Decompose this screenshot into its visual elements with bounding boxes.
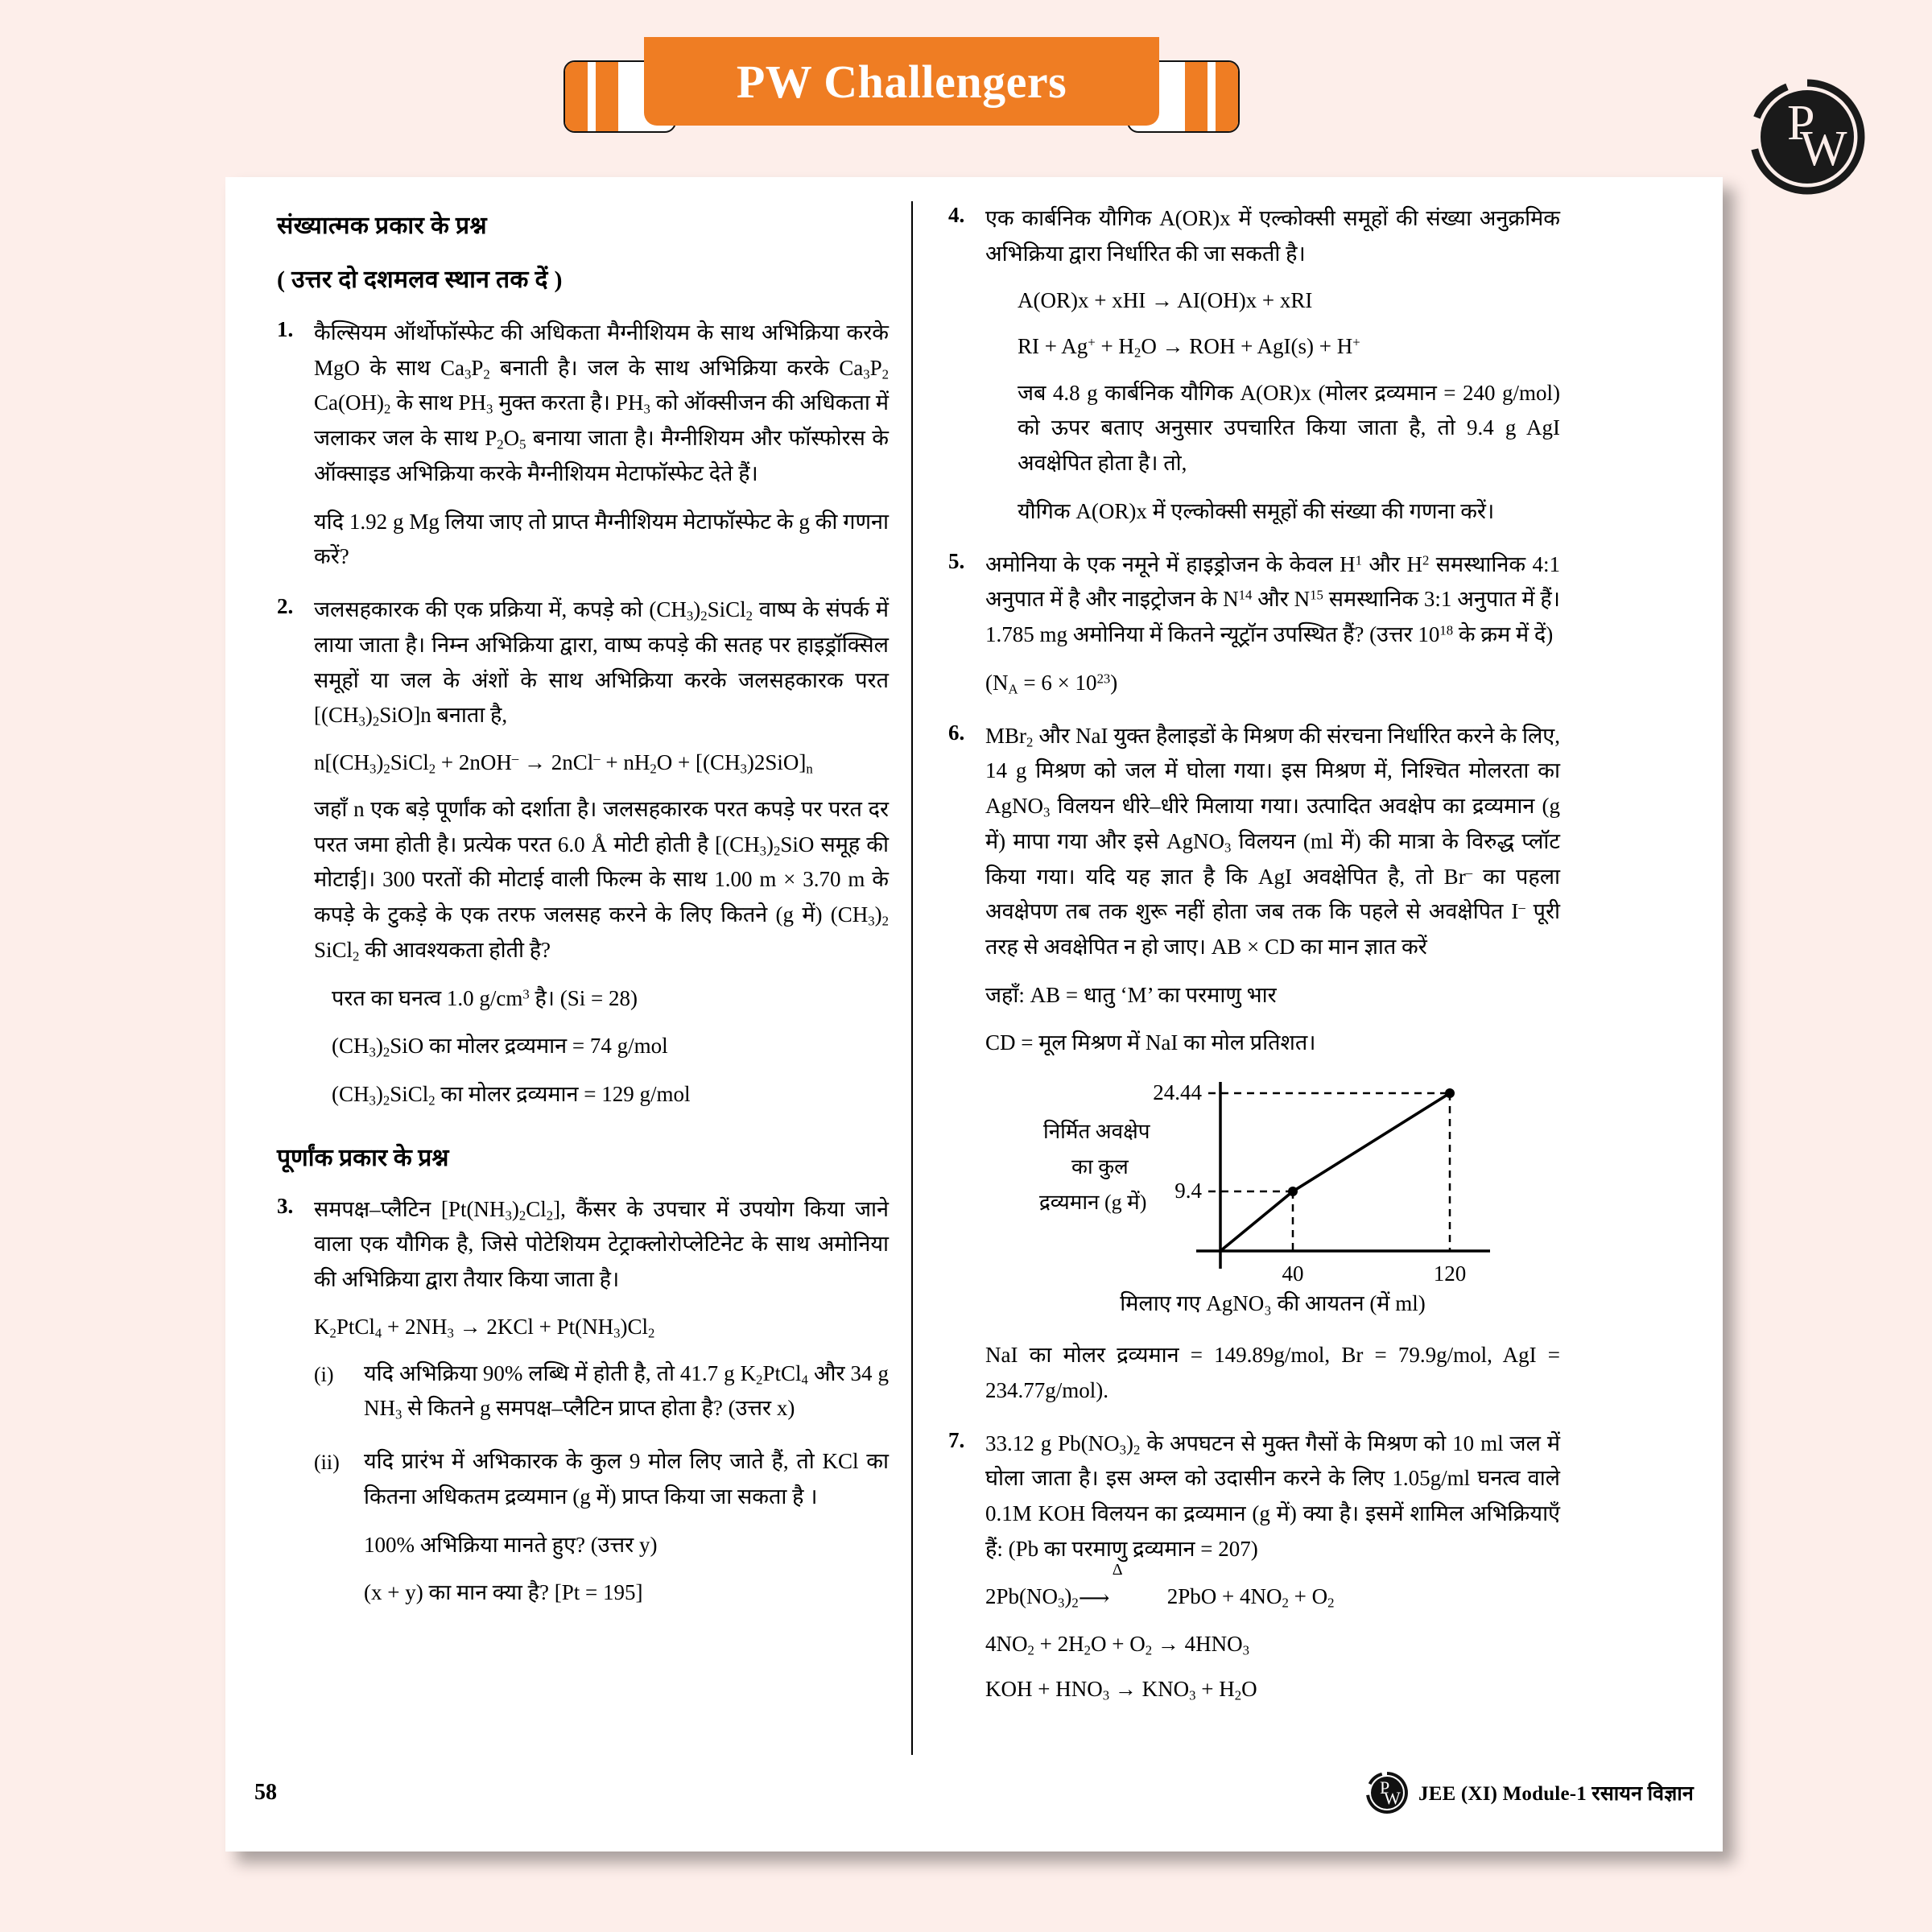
q1-frag: O (503, 426, 520, 451)
q3-frag: ) (511, 1196, 519, 1221)
q1-frag: को ऑक्सीजन की अधिकता में जलाकर जल के साथ P (314, 390, 889, 451)
question-6-text (985, 719, 1560, 965)
q7-sub: 2 (1133, 1442, 1141, 1458)
q2-sup: 3 (522, 985, 530, 1001)
eq-frag: + 2NH (382, 1314, 448, 1339)
q6-sub: 2 (1026, 734, 1034, 750)
q6-frag: MBr (985, 723, 1027, 748)
q2-frag: ) (874, 902, 882, 927)
q6-frag: और NaI युक्त हैलाइडों के मिश्रण की संरचना निर्धारित करने के लिए, 14 g मिश्रण को जल में घोला गया। इस मिश्रण में, निश्चित मोलरता का AgNO (985, 723, 1560, 819)
q5-frag: समस्थानिक 3:1 अनुपात में हैं। 1.785 mg अमोनिया में कितने न्यूट्रॉन उपस्थित हैं? (उत्तर 10 (985, 587, 1560, 647)
q1-sub: 3 (643, 402, 650, 418)
footer-title: JEE (XI) Module-1 रसायन विज्ञान (1418, 1783, 1694, 1805)
eq-frag: → 2nCl (518, 750, 594, 775)
eq-frag: n[(CH (314, 750, 369, 775)
eq-sub: 2 (1027, 1642, 1034, 1658)
q5-frag: के क्रम में दें) (1453, 622, 1554, 647)
question-7-equation-1 (985, 1561, 1560, 1615)
q1-sub: 2 (497, 436, 504, 452)
q1-frag: मुक्त करता है। PH (493, 390, 644, 415)
eq-sub: 3 (447, 1325, 454, 1341)
q5-frag: समस्थानिक 4:1 अनुपात में है और नाइट्रोजन के N (985, 551, 1560, 612)
eq-frag: 2PbO + 4NO (1166, 1583, 1282, 1608)
q1-sub: 5 (519, 436, 526, 452)
question-4-given: जब 4.8 g कार्बनिक यौगिक A(OR)x (मोलर द्रव्यमान = 240 g/mol) को ऊपर बताए अनुसार उपचारित किया जाता है, तो 9.4 g AgI अवक्षेपित होता है। तो, (1018, 380, 1560, 476)
eq-sub: 3 (1189, 1688, 1196, 1704)
q2-sub: 3 (369, 1092, 376, 1108)
part-ii-text: यदि प्रारंभ में अभिकारक के कुल 9 मोल लिए जाते हैं, तो KCl का कितना अधिकतम द्रव्यमान (g में) प्राप्त किया जा सकता है । (364, 1449, 889, 1509)
question-4-equation-2 (985, 330, 1560, 363)
eq-sup: – (593, 750, 601, 766)
q1-sub: 3 (863, 366, 870, 382)
pw-logo (1747, 76, 1868, 197)
q2-sub: 2 (353, 948, 360, 964)
q6-sub: 3 (1224, 840, 1232, 856)
eq-sub: 2 (383, 761, 390, 777)
eq-sub: 3 (369, 761, 377, 777)
section-heading-integer: पूर्णांक प्रकार के प्रश्न (277, 1144, 449, 1171)
svg-text:P: P (1380, 1777, 1390, 1798)
delta-symbol: Δ (1112, 1561, 1123, 1579)
question-2-detail (314, 792, 889, 968)
header-banner (564, 36, 1240, 133)
q2-sub: 3 (759, 843, 767, 859)
question-3-equation (314, 1311, 889, 1344)
page-number: 58 (254, 1780, 277, 1805)
q2-frag: SiCl (314, 937, 353, 962)
q3-frag: यदि अभिक्रिया 90% लब्धि में होती है, तो 41.7 g K (364, 1360, 757, 1385)
heat-arrow: Δ ⟶ (1079, 1582, 1167, 1615)
q5-frag: और H (1362, 551, 1422, 576)
part-ii-assume: 100% अभिक्रिया मानते हुए? (उत्तर y) (364, 1532, 658, 1557)
eq-sub: 3 (1102, 1688, 1110, 1704)
q5-sub: A (1008, 681, 1018, 697)
q3-sub: 3 (395, 1407, 402, 1423)
q6-frag: पूरी तरह से अवक्षेपित न हो जाए। AB × CD का मान ज्ञात करें (985, 899, 1561, 960)
part-ii-ask: (x + y) का मान क्या है? [Pt = 195] (364, 1580, 643, 1605)
ribbon-bar (1185, 62, 1208, 131)
eq-frag: + H (1095, 333, 1134, 358)
eq-frag: O (1241, 1677, 1257, 1702)
svg-text:का कुल: का कुल (1071, 1155, 1129, 1179)
eq-frag: ) (376, 750, 384, 775)
part-label: (i) (314, 1362, 334, 1386)
q2-frag: ) (693, 597, 701, 622)
eq-frag: )Cl (620, 1314, 649, 1339)
q2-frag: परत का घनत्व 1.0 g/cm (332, 985, 523, 1010)
question-3 (277, 1192, 889, 1629)
q1-sub: 2 (881, 366, 889, 382)
eq-frag: → KNO (1109, 1677, 1190, 1702)
q2-frag: (CH (332, 1034, 369, 1059)
eq-frag: + nH (600, 750, 650, 775)
eq-sub: 2 (648, 1325, 655, 1341)
eq-sub: 2 (1133, 345, 1141, 361)
q1-frag: के साथ PH (390, 390, 486, 415)
question-3-part-i (314, 1356, 889, 1426)
q3-sub: 2 (756, 1372, 763, 1388)
q3-frag: PtCl (762, 1360, 802, 1385)
eq-frag: + O (1288, 1583, 1328, 1608)
question-4-text: एक कार्बनिक यौगिक A(OR)x में एल्कोक्सी समूहों की संख्या अनुक्रमिक अभिक्रिया द्वारा निर्धारित की जा सकती है। (985, 206, 1560, 266)
eq-sup: + (1352, 334, 1360, 350)
question-number: 5. (948, 548, 965, 573)
eq-sub: 3 (1058, 1595, 1065, 1611)
eq-frag: → 4HNO (1152, 1631, 1243, 1656)
question-7 (948, 1426, 1560, 1719)
question-5-text (985, 547, 1560, 653)
q5-sup: 14 (1238, 587, 1253, 603)
eq-sub: 3 (1242, 1642, 1249, 1658)
eq-frag: ) (1064, 1583, 1072, 1608)
q3-frag: समपक्ष–प्लैटिन [Pt(NH (314, 1196, 506, 1221)
q7-sub: 3 (1119, 1442, 1127, 1458)
eq-frag: → 2KCl + Pt(NH (453, 1314, 614, 1339)
q2-sub: 2 (428, 1092, 436, 1108)
question-4-equation-1: A(OR)x + xHI → AI(OH)x + xRI (1018, 288, 1313, 313)
question-number: 1. (277, 317, 294, 341)
ribbon-bar (1216, 62, 1238, 131)
eq-frag: + H (1195, 1677, 1235, 1702)
question-7-equation-3 (985, 1673, 1560, 1706)
ribbon-bar (596, 62, 618, 131)
page-sheet (225, 177, 1723, 1852)
q6-frag: का पहला अवक्षेपण तब तक शुरू नहीं होता जब तक कि पहले से अवक्षेपित I (985, 864, 1560, 924)
q5-frag: ) (1110, 670, 1118, 695)
q2-frag: ) (766, 832, 774, 857)
eq-sub: 2 (1327, 1595, 1335, 1611)
svg-text:24.44: 24.44 (1153, 1080, 1202, 1105)
eq-sub: n (806, 761, 813, 777)
eq-frag: + 2nOH (436, 750, 512, 775)
eq-sub: 2 (428, 761, 436, 777)
q2-frag: SiO का मोलर द्रव्यमान = 74 g/mol (390, 1034, 668, 1059)
q3-frag: और 34 g NH (364, 1360, 889, 1421)
q2-frag: ) (375, 1081, 383, 1106)
page-footer (254, 1771, 1694, 1814)
question-4 (948, 201, 1560, 530)
section-subheading-decimal: ( उत्तर दो दशमलव स्थान तक दें ) (277, 266, 563, 293)
svg-text:मिलाए गए AgNO₃ की आयतन (में ml: मिलाए गए AgNO₃ की आयतन (में ml) (1120, 1291, 1426, 1316)
eq-sub: 2 (1234, 1688, 1242, 1704)
eq-sub: 2 (1282, 1595, 1289, 1611)
q2-frag: SiO]n बनाता है, (379, 703, 508, 728)
precipitate-chart (985, 1075, 1560, 1317)
q2-sub: 2 (745, 608, 753, 624)
q1-frag: P (471, 355, 484, 380)
q3-frag: ], कैंसर के उपचार में उपयोग किया जाने वाला एक यौगिक है, जिसे पोटेशियम टेट्राक्लोरोप्लेटिनेट के साथ अमोनिया की अभिक्रिया द्वारा तैयार किया जाता है। (314, 1196, 889, 1292)
two-column-body (254, 201, 1694, 1755)
q1-frag: बनाया जाता है। मैग्नीशियम और फॉस्फोरस के ऑक्साइड अभिक्रिया करके मैग्नीशियम मेटाफॉस्फेट देते हैं। (314, 426, 890, 485)
q2-frag: का मोलर द्रव्यमान = 129 g/mol (435, 1081, 691, 1106)
svg-text:120: 120 (1433, 1261, 1467, 1286)
svg-text:निर्मित अवक्षेप: निर्मित अवक्षेप (1043, 1120, 1150, 1144)
section-heading-numerical: संख्यात्मक प्रकार के प्रश्न (277, 213, 487, 239)
q3-sub: 4 (801, 1372, 808, 1388)
q2-frag: SiO समूह की मोटाई]। 300 परतों की मोटाई वाली फिल्म के साथ 1.00 m × 3.70 m के कपड़े के टुकड़े के एक तरफ जलसह करने के लिए कितने (g में) (CH (314, 832, 889, 927)
q5-frag: (N (985, 670, 1009, 695)
left-column (254, 201, 913, 1755)
eq-frag: RI + Ag (1018, 333, 1088, 358)
eq-sub: 2 (1145, 1642, 1153, 1658)
svg-text:W: W (1384, 1788, 1401, 1808)
question-number: 7. (948, 1427, 965, 1452)
q6-frag: विलयन धीरे–धीरे मिलाया गया। उत्पादित अवक्षेप का द्रव्यमान (g में) मापा गया और इसे AgNO (985, 794, 1560, 853)
svg-text:द्रव्यमान (g में): द्रव्यमान (g में) (1039, 1191, 1147, 1215)
q3-frag: Cl (526, 1196, 547, 1221)
q2-frag: SiCl (390, 1081, 429, 1106)
eq-frag: PtCl (336, 1314, 375, 1339)
eq-frag: )2SiO] (746, 750, 807, 775)
question-4-ask: यौगिक A(OR)x में एल्कोक्सी समूहों की संख्या की गणना करें। (1018, 498, 1495, 523)
eq-sub: 2 (650, 761, 657, 777)
svg-text:40: 40 (1282, 1261, 1304, 1286)
question-2-density (314, 981, 889, 1017)
eq-frag: 4NO (985, 1631, 1028, 1656)
question-number: 6. (948, 720, 965, 745)
eq-sub: 2 (1084, 1642, 1091, 1658)
ribbon-bar (565, 62, 588, 131)
q1-frag: P (869, 355, 882, 380)
q3-sub: 3 (505, 1208, 512, 1224)
question-6-cd: CD = मूल मिश्रण में NaI का मोल प्रतिशत। (985, 1030, 1316, 1055)
q3-sub: 2 (546, 1208, 554, 1224)
eq-sub: 4 (374, 1325, 382, 1341)
question-number: 3. (277, 1193, 294, 1218)
q2-sub: 2 (774, 843, 781, 859)
eq-frag: + 2H (1034, 1631, 1084, 1656)
q5-sup: 15 (1310, 587, 1323, 603)
q5-frag: और N (1252, 587, 1311, 612)
q2-sub: 2 (382, 1092, 390, 1108)
q5-frag: = 6 × 10 (1018, 670, 1097, 695)
q1-sub: 2 (383, 402, 391, 418)
eq-sub: 2 (329, 1325, 336, 1341)
question-1-ask: यदि 1.92 g Mg लिया जाए तो प्राप्त मैग्नीशियम मेटाफॉस्फेट के g की गणना करें? (314, 509, 889, 569)
question-6-data: NaI का मोलर द्रव्यमान = 149.89g/mol, Br = 79.9g/mol, AgI = 234.77g/mol). (985, 1343, 1560, 1402)
eq-sub: 2 (1071, 1595, 1079, 1611)
q2-frag: है। (Si = 28) (529, 985, 638, 1010)
q5-sup: 2 (1422, 551, 1430, 568)
q2-sub: 2 (881, 913, 889, 929)
question-5-avogadro (985, 666, 1560, 701)
banner-bar (644, 37, 1159, 126)
q2-frag: ) (375, 1034, 383, 1059)
q2-frag: जहाँ n एक बड़े पूर्णांक को दर्शाता है। जलसहकारक परत कपड़े पर परत दर परत जमा होती है। प्रत्येक परत 6.0 Å मोटी होती है [(CH (314, 796, 889, 857)
eq-sub: 3 (613, 1325, 621, 1341)
question-3-part-ii (314, 1444, 889, 1611)
q2-frag: ) (365, 703, 373, 728)
eq-sup: + (1088, 334, 1096, 350)
q2-frag: जलसहकारक की एक प्रक्रिया में, कपड़े को (CH (314, 597, 687, 622)
q5-frag: अमोनिया के एक नमूने में हाइड्रोजन के केवल H (985, 551, 1356, 576)
q2-sub: 3 (686, 608, 694, 624)
eq-frag: O + [(CH (656, 750, 741, 775)
q2-sub: 3 (868, 913, 875, 929)
eq-sub: 3 (740, 761, 747, 777)
q2-frag: SiCl (707, 597, 746, 622)
q5-sup: 1 (1355, 551, 1362, 568)
q5-sup: 23 (1096, 671, 1111, 687)
q2-frag: (CH (332, 1081, 369, 1106)
banner-title: PW Challengers (736, 55, 1067, 108)
right-column (913, 201, 1583, 1755)
question-number: 2. (277, 594, 294, 619)
q7-frag: के अपघटन से मुक्त गैसों के मिश्रण को 10 ml जल में घोला जाता है। इस अम्ल को उदासीन करने के लिए 1.05g/ml घनत्व वाले 0.1M KOH विलयन का द्रव्यमान (g में) क्या है। इसमें शामिल अभिक्रियाएँ हैं: (Pb का परमाणु द्रव्यमान = 207) (985, 1430, 1560, 1561)
q5-sup: 18 (1439, 622, 1454, 638)
question-7-equation-2 (985, 1628, 1560, 1661)
q7-frag: ) (1126, 1430, 1134, 1455)
eq-frag: 2Pb(NO (985, 1583, 1059, 1608)
q2-sub: 2 (700, 608, 708, 624)
question-1 (277, 316, 889, 575)
question-2-molar-1 (314, 1029, 889, 1064)
question-2-equation (314, 746, 889, 779)
q6-sup: – (1518, 899, 1525, 915)
q2-sub: 3 (369, 1044, 376, 1060)
pw-logo-footer (1365, 1771, 1409, 1814)
q1-frag: कैल्सियम ऑर्थोफॉस्फेट की अधिकता मैग्नीशियम के साथ अभिक्रिया करके MgO के साथ Ca (314, 320, 889, 380)
part-label: (ii) (314, 1451, 340, 1475)
q2-sub: 3 (358, 714, 365, 730)
question-6 (948, 719, 1560, 1409)
question-2 (277, 592, 889, 1113)
q1-sub: 2 (483, 366, 490, 382)
question-2-molar-2 (314, 1077, 889, 1113)
svg-text:W: W (1800, 122, 1847, 176)
svg-text:P: P (1787, 96, 1815, 151)
q6-sub: 3 (1043, 804, 1051, 820)
eq-frag: KOH + HNO (985, 1677, 1103, 1702)
q6-sup: – (1465, 864, 1473, 880)
question-2-text (314, 592, 889, 733)
question-3-text (314, 1192, 889, 1298)
q3-frag: से कितने g समपक्ष–प्लैटिन प्राप्त होता है? (उत्तर x) (402, 1396, 795, 1421)
svg-text:9.4: 9.4 (1174, 1179, 1202, 1203)
question-7-text (985, 1426, 1560, 1567)
eq-frag: O + O (1090, 1631, 1146, 1656)
eq-frag: SiCl (390, 750, 429, 775)
q6-frag: विलयन (ml में) की मात्रा के विरुद्ध प्लॉट किया गया। यदि यह ज्ञात है कि AgI अवक्षेपित है, तो Br (985, 828, 1560, 889)
question-5 (948, 547, 1560, 701)
question-6-ab: जहाँ: AB = धातु ‘M’ का परमाणु भार (985, 982, 1277, 1007)
question-number: 4. (948, 203, 965, 227)
eq-frag: K (314, 1314, 330, 1339)
eq-sup: – (511, 750, 519, 766)
q1-sub: 3 (485, 402, 493, 418)
q1-frag: बनाती है। जल के साथ अभिक्रिया करके Ca (489, 355, 864, 380)
eq-frag: O → ROH + AgI(s) + H (1141, 333, 1353, 358)
q7-frag: 33.12 g Pb(NO (985, 1430, 1120, 1455)
q1-sub: 3 (464, 366, 472, 382)
q3-sub: 2 (518, 1208, 526, 1224)
question-1-text (314, 316, 889, 492)
q2-frag: वाष्प के संपर्क में लाया जाता है। निम्न अभिक्रिया द्वारा, वाष्प कपड़े की सतह पर हाइड्रॉक्सिल समूहों या जल के अंशों के साथ अभिक्रिया करके जलसहकारक परत [(CH (314, 597, 889, 728)
q2-frag: की आवश्यकता होती है? (359, 937, 551, 962)
part-i-text (364, 1356, 889, 1426)
q2-sub: 2 (382, 1044, 390, 1060)
q1-frag: Ca(OH) (314, 390, 384, 415)
q2-sub: 2 (372, 714, 380, 730)
